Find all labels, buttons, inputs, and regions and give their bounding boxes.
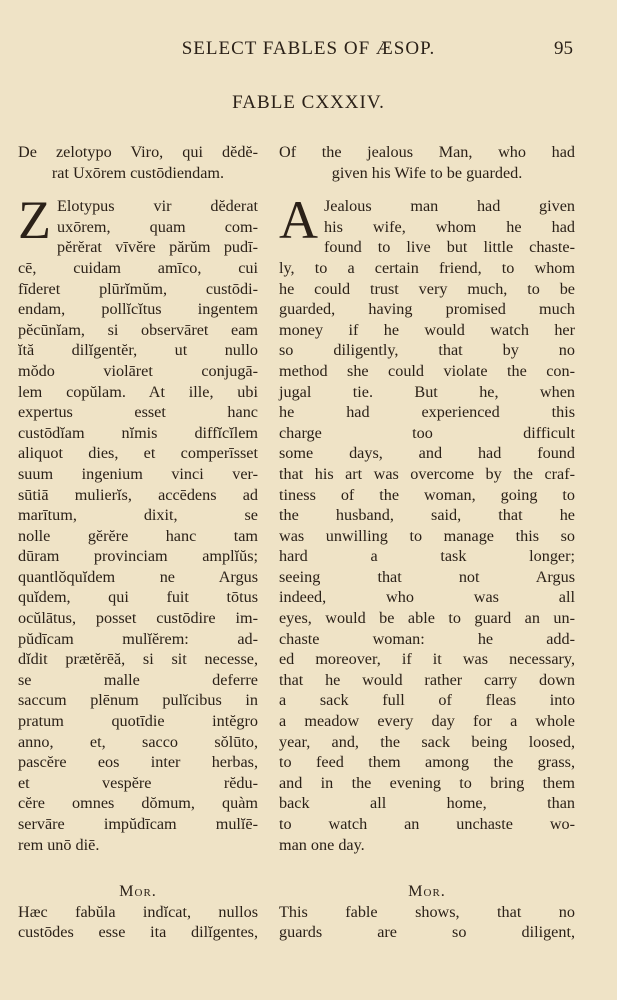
english-line: so diligently, that by no — [279, 341, 575, 360]
latin-line: anno, et, sacco sŏlūto, — [18, 732, 258, 751]
latin-line: rem unō diē. — [18, 835, 100, 854]
latin-line: suum ingenium vinci ver- — [18, 464, 258, 483]
latin-drop-cap: Z — [18, 190, 51, 251]
english-line: eyes, would be able to guard an un- — [279, 609, 575, 628]
english-line: guarded, having promised much — [279, 300, 575, 319]
latin-line: lem copŭlam. At ille, ubi — [18, 382, 258, 401]
english-moral-line: This fable shows, that no — [279, 902, 575, 921]
latin-line: custōdĭam nĭmis diffĭcĭlem — [18, 423, 258, 442]
english-line: charge too difficult — [279, 423, 575, 442]
latin-line: mŏdo violāret conjugā- — [18, 361, 258, 380]
english-line: was unwilling to manage this so — [279, 526, 575, 545]
latin-line: marītum, dixit, se — [18, 506, 258, 525]
latin-line: pascĕre eos inter herbas, — [18, 753, 258, 772]
latin-line: ĭtă dilĭgentĕr, ut nullo — [18, 341, 258, 360]
english-line: man one day. — [279, 835, 365, 854]
latin-line: quantlŏquĭdem ne Argus — [18, 567, 258, 586]
english-line: that his art was overcome by the craf- — [279, 464, 575, 483]
english-line: some days, and had found — [279, 444, 575, 463]
english-line: the husband, said, that he — [279, 506, 575, 525]
latin-line: aliquot dies, et comperīsset — [18, 444, 258, 463]
latin-moral-line: custōdes esse ita dilĭgentes, — [18, 923, 258, 942]
english-line: that he would rather carry down — [279, 670, 575, 689]
latin-heading-line: De zelotypo Viro, qui dĕdĕ- — [18, 143, 258, 161]
english-line: money if he would watch her — [279, 320, 575, 339]
english-line: a meadow every day for a whole — [279, 712, 575, 731]
latin-line: expertus esset hanc — [18, 403, 258, 422]
english-line: method she could violate the con- — [279, 361, 575, 380]
page-number: 95 — [554, 38, 573, 59]
latin-line: dūram provinciam amplĭŭs; — [18, 547, 258, 566]
english-heading-line: given his Wife to be guarded. — [331, 163, 523, 182]
english-line: indeed, who was all — [279, 588, 575, 607]
english-line: he had experienced this — [279, 403, 575, 422]
latin-line: cē, cuidam amīco, cui — [18, 258, 258, 277]
latin-line: fīderet plūrĭmŭm, custōdi- — [18, 279, 258, 298]
english-column — [279, 142, 575, 943]
english-heading-line: Of the jealous Man, who had — [279, 143, 575, 161]
english-line: tiness of the woman, going to — [279, 485, 575, 504]
english-moral-heading: Mor. — [408, 882, 446, 901]
latin-line: uxōrem, quam com- — [57, 217, 258, 236]
latin-line: cĕre omnes dŏmum, quàm — [18, 794, 258, 813]
latin-line: pĕcūnĭam, si observāret eam — [18, 320, 258, 339]
english-line: his wife, whom he had — [324, 217, 575, 236]
latin-line: pŭdīcam mulĭĕrem: ad- — [18, 629, 258, 648]
latin-line: se malle deferre — [18, 670, 258, 689]
running-head: SELECT FABLES OF ÆSOP. — [181, 38, 436, 59]
english-line: seeing that not Argus — [279, 567, 575, 586]
latin-heading-line: rat Uxōrem custōdiendam. — [51, 163, 225, 182]
latin-line: et vespĕre rĕdu- — [18, 773, 258, 792]
latin-line: servāre impŭdīcam mulĭē- — [18, 815, 258, 833]
latin-line: Elotypus vir dĕderat — [57, 197, 258, 216]
english-line: to watch an unchaste wo- — [279, 815, 575, 833]
english-line: ed moreover, if it was necessary, — [279, 650, 575, 669]
english-drop-cap: A — [279, 190, 318, 251]
english-line: to feed them among the grass, — [279, 753, 575, 772]
latin-line: pratum quotīdie intĕgro — [18, 712, 258, 731]
latin-line: pĕrĕrat vīvĕre părŭm pudī- — [57, 238, 258, 257]
english-moral-line: guards are so diligent, — [279, 923, 575, 942]
english-line: hard a task longer; — [279, 547, 575, 566]
english-line: found to live but little chaste- — [324, 238, 575, 257]
latin-line: sūtiā mulierĭs, accēdens ad — [18, 485, 258, 504]
latin-line: saccum plēnum pulĭcibus in — [18, 691, 258, 710]
english-body — [279, 190, 575, 855]
latin-line: dĭdit prætĕrēă, si sit necesse, — [18, 650, 258, 669]
english-line: and in the evening to bring them — [279, 773, 575, 792]
english-line: back all home, than — [279, 794, 575, 813]
english-line: year, and, the sack being loosed, — [279, 732, 575, 751]
latin-line: quĭdem, qui fuit tōtus — [18, 588, 258, 607]
english-line: jugal tie. But he, when — [279, 382, 575, 401]
english-line: chaste woman: he add- — [279, 629, 575, 648]
english-line: Jealous man had given — [324, 197, 575, 216]
latin-column — [18, 142, 258, 943]
latin-moral-line: Hæc fabŭla indĭcat, nullos — [18, 902, 258, 921]
latin-line: ocŭlātus, posset custōdire im- — [18, 609, 258, 628]
latin-body — [18, 190, 258, 855]
english-line: he could trust very much, to be — [279, 279, 575, 298]
latin-line: nolle gĕrĕre hanc tam — [18, 526, 258, 545]
latin-moral-heading: Mor. — [119, 882, 157, 901]
latin-line: endam, pollĭcĭtus ingentem — [18, 300, 258, 319]
english-line: a sack full of fleas into — [279, 691, 575, 710]
fable-title: FABLE CXXXIV. — [232, 92, 385, 113]
english-line: ly, to a certain friend, to whom — [279, 258, 575, 277]
